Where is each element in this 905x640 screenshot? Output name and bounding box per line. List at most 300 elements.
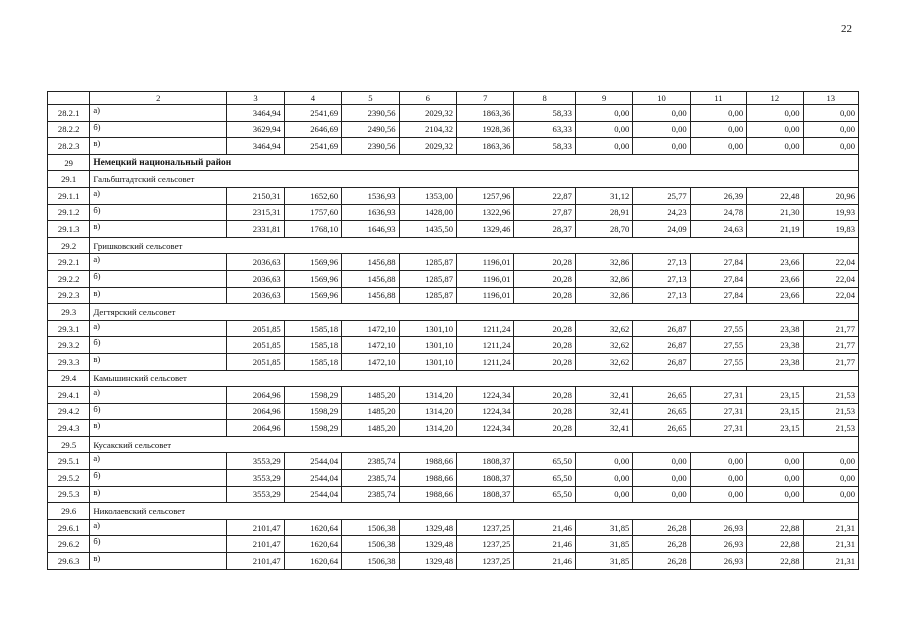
value-cell: 65,50 bbox=[514, 486, 575, 503]
value-cell: 0,00 bbox=[747, 105, 803, 122]
subsection-row bbox=[48, 503, 859, 520]
value-cell: 27,13 bbox=[633, 254, 690, 271]
value-cell: 1456,88 bbox=[342, 254, 399, 271]
value-cell: 20,28 bbox=[514, 387, 575, 404]
value-cell: 1652,60 bbox=[284, 187, 341, 204]
subsection-title: Камышинский сельсовет bbox=[90, 370, 859, 387]
table-row bbox=[48, 553, 859, 570]
value-cell: 21,19 bbox=[747, 221, 803, 238]
value-cell: 1598,29 bbox=[284, 420, 341, 437]
row-code: 29.6.2 bbox=[48, 536, 90, 553]
value-cell: 21,53 bbox=[803, 387, 858, 404]
value-cell: 2036,63 bbox=[227, 270, 284, 287]
value-cell: 0,00 bbox=[747, 470, 803, 487]
value-cell: 1301,10 bbox=[399, 320, 456, 337]
value-cell: 28,37 bbox=[514, 221, 575, 238]
value-cell: 2029,32 bbox=[399, 138, 456, 155]
value-cell: 2646,69 bbox=[284, 121, 341, 138]
value-cell: 1757,60 bbox=[284, 204, 341, 221]
row-variant-label: в) bbox=[90, 138, 227, 155]
value-cell: 19,83 bbox=[803, 221, 858, 238]
value-cell: 1329,46 bbox=[457, 221, 514, 238]
value-cell: 31,85 bbox=[575, 519, 632, 536]
subsection-row bbox=[48, 171, 859, 188]
value-cell: 1646,93 bbox=[342, 221, 399, 238]
value-cell: 28,70 bbox=[575, 221, 632, 238]
value-cell: 21,77 bbox=[803, 353, 858, 370]
row-variant-label: в) bbox=[90, 353, 227, 370]
table-row bbox=[48, 403, 859, 420]
value-cell: 1598,29 bbox=[284, 387, 341, 404]
table-row bbox=[48, 387, 859, 404]
value-cell: 1301,10 bbox=[399, 337, 456, 354]
value-cell: 1329,48 bbox=[399, 553, 456, 570]
column-number: 13 bbox=[803, 92, 858, 105]
value-cell: 20,28 bbox=[514, 337, 575, 354]
value-cell: 26,87 bbox=[633, 353, 690, 370]
value-cell: 22,88 bbox=[747, 536, 803, 553]
value-cell: 0,00 bbox=[633, 453, 690, 470]
value-cell: 0,00 bbox=[690, 453, 746, 470]
value-cell: 1569,96 bbox=[284, 270, 341, 287]
value-cell: 3553,29 bbox=[227, 470, 284, 487]
subsection-title: Гальбштадтский сельсовет bbox=[90, 171, 859, 188]
value-cell: 1485,20 bbox=[342, 420, 399, 437]
row-variant-label: а) bbox=[90, 254, 227, 271]
row-variant-label: в) bbox=[90, 420, 227, 437]
value-cell: 21,30 bbox=[747, 204, 803, 221]
value-cell: 1536,93 bbox=[342, 187, 399, 204]
value-cell: 0,00 bbox=[633, 105, 690, 122]
row-code: 29.2.2 bbox=[48, 270, 90, 287]
value-cell: 2051,85 bbox=[227, 320, 284, 337]
value-cell: 26,65 bbox=[633, 387, 690, 404]
value-cell: 2385,74 bbox=[342, 486, 399, 503]
value-cell: 1456,88 bbox=[342, 287, 399, 304]
value-cell: 22,88 bbox=[747, 519, 803, 536]
table-row bbox=[48, 121, 859, 138]
value-cell: 1428,00 bbox=[399, 204, 456, 221]
subsection-row bbox=[48, 237, 859, 254]
row-code: 29.5 bbox=[48, 436, 90, 453]
value-cell: 1196,01 bbox=[457, 287, 514, 304]
value-cell: 1285,87 bbox=[399, 270, 456, 287]
value-cell: 1569,96 bbox=[284, 287, 341, 304]
value-cell: 20,28 bbox=[514, 320, 575, 337]
value-cell: 27,84 bbox=[690, 287, 746, 304]
value-cell: 2029,32 bbox=[399, 105, 456, 122]
value-cell: 1863,36 bbox=[457, 105, 514, 122]
row-code: 29.1.2 bbox=[48, 204, 90, 221]
value-cell: 1435,50 bbox=[399, 221, 456, 238]
row-variant-label: б) bbox=[90, 470, 227, 487]
value-cell: 2385,74 bbox=[342, 453, 399, 470]
row-variant-label: б) bbox=[90, 403, 227, 420]
row-code: 29.4 bbox=[48, 370, 90, 387]
value-cell: 0,00 bbox=[803, 453, 858, 470]
value-cell: 2051,85 bbox=[227, 337, 284, 354]
value-cell: 2544,04 bbox=[284, 470, 341, 487]
value-cell: 0,00 bbox=[575, 453, 632, 470]
table-row bbox=[48, 221, 859, 238]
value-cell: 0,00 bbox=[803, 138, 858, 155]
value-cell: 22,48 bbox=[747, 187, 803, 204]
value-cell: 27,31 bbox=[690, 420, 746, 437]
value-cell: 1237,25 bbox=[457, 536, 514, 553]
subsection-title: Дегтярский сельсовет bbox=[90, 304, 859, 321]
table-row bbox=[48, 270, 859, 287]
row-variant-label: б) bbox=[90, 204, 227, 221]
value-cell: 0,00 bbox=[575, 121, 632, 138]
value-cell: 25,77 bbox=[633, 187, 690, 204]
subsection-title: Гришковский сельсовет bbox=[90, 237, 859, 254]
column-number: 10 bbox=[633, 92, 690, 105]
value-cell: 21,53 bbox=[803, 420, 858, 437]
table-row bbox=[48, 287, 859, 304]
row-variant-label: б) bbox=[90, 270, 227, 287]
row-code: 29.2 bbox=[48, 237, 90, 254]
value-cell: 0,00 bbox=[633, 138, 690, 155]
value-cell: 20,28 bbox=[514, 254, 575, 271]
value-cell: 27,84 bbox=[690, 270, 746, 287]
value-cell: 0,00 bbox=[575, 138, 632, 155]
value-cell: 26,28 bbox=[633, 536, 690, 553]
value-cell: 2150,31 bbox=[227, 187, 284, 204]
value-cell: 2490,56 bbox=[342, 121, 399, 138]
value-cell: 21,77 bbox=[803, 320, 858, 337]
column-number: 5 bbox=[342, 92, 399, 105]
value-cell: 19,93 bbox=[803, 204, 858, 221]
value-cell: 65,50 bbox=[514, 470, 575, 487]
value-cell: 21,31 bbox=[803, 536, 858, 553]
row-code: 29 bbox=[48, 154, 90, 171]
value-cell: 1211,24 bbox=[457, 337, 514, 354]
value-cell: 21,46 bbox=[514, 553, 575, 570]
value-cell: 3553,29 bbox=[227, 486, 284, 503]
value-cell: 0,00 bbox=[803, 121, 858, 138]
row-code: 29.5.3 bbox=[48, 486, 90, 503]
table-row bbox=[48, 337, 859, 354]
value-cell: 23,15 bbox=[747, 403, 803, 420]
value-cell: 1569,96 bbox=[284, 254, 341, 271]
value-cell: 2064,96 bbox=[227, 420, 284, 437]
value-cell: 22,04 bbox=[803, 287, 858, 304]
value-cell: 1285,87 bbox=[399, 254, 456, 271]
row-variant-label: в) bbox=[90, 486, 227, 503]
value-cell: 22,04 bbox=[803, 270, 858, 287]
value-cell: 1472,10 bbox=[342, 353, 399, 370]
value-cell: 1314,20 bbox=[399, 403, 456, 420]
column-number: 4 bbox=[284, 92, 341, 105]
row-variant-label: а) bbox=[90, 519, 227, 536]
value-cell: 27,31 bbox=[690, 387, 746, 404]
table-row bbox=[48, 519, 859, 536]
value-cell: 27,55 bbox=[690, 320, 746, 337]
value-cell: 31,12 bbox=[575, 187, 632, 204]
table-row bbox=[48, 254, 859, 271]
table-row bbox=[48, 536, 859, 553]
value-cell: 2101,47 bbox=[227, 519, 284, 536]
value-cell: 1224,34 bbox=[457, 387, 514, 404]
value-cell: 27,87 bbox=[514, 204, 575, 221]
value-cell: 24,63 bbox=[690, 221, 746, 238]
value-cell: 1224,34 bbox=[457, 403, 514, 420]
value-cell: 2390,56 bbox=[342, 138, 399, 155]
value-cell: 1196,01 bbox=[457, 270, 514, 287]
value-cell: 58,33 bbox=[514, 138, 575, 155]
value-cell: 1585,18 bbox=[284, 353, 341, 370]
value-cell: 2385,74 bbox=[342, 470, 399, 487]
value-cell: 32,41 bbox=[575, 403, 632, 420]
table-row bbox=[48, 420, 859, 437]
value-cell: 23,66 bbox=[747, 254, 803, 271]
value-cell: 31,85 bbox=[575, 536, 632, 553]
value-cell: 1506,38 bbox=[342, 553, 399, 570]
value-cell: 2544,04 bbox=[284, 486, 341, 503]
value-cell: 22,88 bbox=[747, 553, 803, 570]
column-number: 11 bbox=[690, 92, 746, 105]
value-cell: 2064,96 bbox=[227, 387, 284, 404]
value-cell: 1585,18 bbox=[284, 337, 341, 354]
table-row bbox=[48, 353, 859, 370]
value-cell: 1196,01 bbox=[457, 254, 514, 271]
value-cell: 23,38 bbox=[747, 337, 803, 354]
value-cell: 3553,29 bbox=[227, 453, 284, 470]
row-code: 29.6 bbox=[48, 503, 90, 520]
value-cell: 20,28 bbox=[514, 270, 575, 287]
table-row bbox=[48, 105, 859, 122]
value-cell: 0,00 bbox=[690, 121, 746, 138]
value-cell: 0,00 bbox=[803, 470, 858, 487]
value-cell: 32,41 bbox=[575, 420, 632, 437]
value-cell: 2051,85 bbox=[227, 353, 284, 370]
row-variant-label: в) bbox=[90, 287, 227, 304]
value-cell: 2544,04 bbox=[284, 453, 341, 470]
value-cell: 2036,63 bbox=[227, 287, 284, 304]
value-cell: 1329,48 bbox=[399, 536, 456, 553]
value-cell: 21,46 bbox=[514, 519, 575, 536]
value-cell: 3629,94 bbox=[227, 121, 284, 138]
value-cell: 26,65 bbox=[633, 420, 690, 437]
row-code: 29.4.3 bbox=[48, 420, 90, 437]
value-cell: 28,91 bbox=[575, 204, 632, 221]
value-cell: 1211,24 bbox=[457, 353, 514, 370]
subsection-title: Николаевский сельсовет bbox=[90, 503, 859, 520]
value-cell: 2331,81 bbox=[227, 221, 284, 238]
row-variant-label: а) bbox=[90, 387, 227, 404]
row-variant-label: а) bbox=[90, 320, 227, 337]
value-cell: 1636,93 bbox=[342, 204, 399, 221]
value-cell: 20,28 bbox=[514, 403, 575, 420]
value-cell: 65,50 bbox=[514, 453, 575, 470]
value-cell: 32,86 bbox=[575, 287, 632, 304]
value-cell: 1237,25 bbox=[457, 519, 514, 536]
value-cell: 27,13 bbox=[633, 287, 690, 304]
value-cell: 23,15 bbox=[747, 420, 803, 437]
row-code: 29.3 bbox=[48, 304, 90, 321]
value-cell: 1988,66 bbox=[399, 470, 456, 487]
value-cell: 32,41 bbox=[575, 387, 632, 404]
row-code: 29.2.1 bbox=[48, 254, 90, 271]
value-cell: 0,00 bbox=[690, 486, 746, 503]
value-cell: 27,84 bbox=[690, 254, 746, 271]
row-code: 29.5.1 bbox=[48, 453, 90, 470]
subsection-row bbox=[48, 370, 859, 387]
column-number: 3 bbox=[227, 92, 284, 105]
value-cell: 32,62 bbox=[575, 320, 632, 337]
subsection-row bbox=[48, 436, 859, 453]
value-cell: 2101,47 bbox=[227, 536, 284, 553]
value-cell: 21,31 bbox=[803, 553, 858, 570]
table-row bbox=[48, 204, 859, 221]
column-number-row bbox=[48, 92, 859, 105]
row-variant-label: а) bbox=[90, 187, 227, 204]
value-cell: 26,39 bbox=[690, 187, 746, 204]
row-code: 29.5.2 bbox=[48, 470, 90, 487]
row-code: 29.1.1 bbox=[48, 187, 90, 204]
value-cell: 0,00 bbox=[747, 121, 803, 138]
value-cell: 1257,96 bbox=[457, 187, 514, 204]
value-cell: 1620,64 bbox=[284, 536, 341, 553]
value-cell: 0,00 bbox=[690, 138, 746, 155]
value-cell: 23,38 bbox=[747, 320, 803, 337]
value-cell: 24,23 bbox=[633, 204, 690, 221]
column-number: 8 bbox=[514, 92, 575, 105]
table-row bbox=[48, 320, 859, 337]
value-cell: 1472,10 bbox=[342, 337, 399, 354]
row-variant-label: а) bbox=[90, 453, 227, 470]
row-code: 29.4.2 bbox=[48, 403, 90, 420]
value-cell: 32,62 bbox=[575, 337, 632, 354]
value-cell: 1928,36 bbox=[457, 121, 514, 138]
value-cell: 23,15 bbox=[747, 387, 803, 404]
row-code: 29.1.3 bbox=[48, 221, 90, 238]
value-cell: 20,28 bbox=[514, 353, 575, 370]
column-number: 6 bbox=[399, 92, 456, 105]
row-code: 28.2.2 bbox=[48, 121, 90, 138]
value-cell: 0,00 bbox=[633, 486, 690, 503]
value-cell: 1506,38 bbox=[342, 536, 399, 553]
value-cell: 1314,20 bbox=[399, 387, 456, 404]
value-cell: 0,00 bbox=[690, 470, 746, 487]
value-cell: 24,78 bbox=[690, 204, 746, 221]
value-cell: 31,85 bbox=[575, 553, 632, 570]
value-cell: 1456,88 bbox=[342, 270, 399, 287]
value-cell: 20,28 bbox=[514, 287, 575, 304]
value-cell: 1585,18 bbox=[284, 320, 341, 337]
value-cell: 26,28 bbox=[633, 519, 690, 536]
value-cell: 1808,37 bbox=[457, 470, 514, 487]
value-cell: 0,00 bbox=[747, 453, 803, 470]
table-row bbox=[48, 187, 859, 204]
table-body bbox=[48, 92, 859, 570]
value-cell: 2541,69 bbox=[284, 138, 341, 155]
value-cell: 21,77 bbox=[803, 337, 858, 354]
section-title: Немецкий национальный район bbox=[90, 154, 859, 171]
value-cell: 63,33 bbox=[514, 121, 575, 138]
value-cell: 1808,37 bbox=[457, 486, 514, 503]
value-cell: 26,65 bbox=[633, 403, 690, 420]
value-cell: 21,31 bbox=[803, 519, 858, 536]
page-number: 22 bbox=[841, 23, 852, 35]
value-cell: 27,13 bbox=[633, 270, 690, 287]
row-code: 29.2.3 bbox=[48, 287, 90, 304]
row-variant-label: в) bbox=[90, 553, 227, 570]
value-cell: 21,53 bbox=[803, 403, 858, 420]
row-code: 29.1 bbox=[48, 171, 90, 188]
value-cell: 22,87 bbox=[514, 187, 575, 204]
value-cell: 1808,37 bbox=[457, 453, 514, 470]
value-cell: 1485,20 bbox=[342, 387, 399, 404]
table-row bbox=[48, 453, 859, 470]
row-variant-label: б) bbox=[90, 121, 227, 138]
value-cell: 24,09 bbox=[633, 221, 690, 238]
row-code: 29.4.1 bbox=[48, 387, 90, 404]
value-cell: 1988,66 bbox=[399, 486, 456, 503]
table-row bbox=[48, 486, 859, 503]
subsection-row bbox=[48, 304, 859, 321]
value-cell: 1285,87 bbox=[399, 287, 456, 304]
value-cell: 26,28 bbox=[633, 553, 690, 570]
value-cell: 1224,34 bbox=[457, 420, 514, 437]
row-code: 29.3.3 bbox=[48, 353, 90, 370]
value-cell: 1620,64 bbox=[284, 519, 341, 536]
value-cell: 58,33 bbox=[514, 105, 575, 122]
column-number: 7 bbox=[457, 92, 514, 105]
value-cell: 27,55 bbox=[690, 353, 746, 370]
value-cell: 1620,64 bbox=[284, 553, 341, 570]
value-cell: 20,28 bbox=[514, 420, 575, 437]
subsection-title: Кусакский сельсовет bbox=[90, 436, 859, 453]
value-cell: 20,96 bbox=[803, 187, 858, 204]
value-cell: 27,31 bbox=[690, 403, 746, 420]
row-code: 29.3.2 bbox=[48, 337, 90, 354]
value-cell: 0,00 bbox=[747, 486, 803, 503]
value-cell: 1485,20 bbox=[342, 403, 399, 420]
value-cell: 1768,10 bbox=[284, 221, 341, 238]
value-cell: 32,86 bbox=[575, 270, 632, 287]
row-variant-label: а) bbox=[90, 105, 227, 122]
value-cell: 32,86 bbox=[575, 254, 632, 271]
value-cell: 0,00 bbox=[633, 121, 690, 138]
value-cell: 2541,69 bbox=[284, 105, 341, 122]
row-code: 28.2.3 bbox=[48, 138, 90, 155]
row-code: 29.3.1 bbox=[48, 320, 90, 337]
value-cell: 23,38 bbox=[747, 353, 803, 370]
value-cell: 26,93 bbox=[690, 553, 746, 570]
value-cell: 0,00 bbox=[633, 470, 690, 487]
value-cell: 2101,47 bbox=[227, 553, 284, 570]
value-cell: 2104,32 bbox=[399, 121, 456, 138]
value-cell: 32,62 bbox=[575, 353, 632, 370]
value-cell: 1329,48 bbox=[399, 519, 456, 536]
value-cell: 21,46 bbox=[514, 536, 575, 553]
value-cell: 23,66 bbox=[747, 287, 803, 304]
row-variant-label: б) bbox=[90, 536, 227, 553]
value-cell: 2064,96 bbox=[227, 403, 284, 420]
value-cell: 23,66 bbox=[747, 270, 803, 287]
value-cell: 2390,56 bbox=[342, 105, 399, 122]
value-cell: 3464,94 bbox=[227, 138, 284, 155]
value-cell: 0,00 bbox=[575, 470, 632, 487]
value-cell: 3464,94 bbox=[227, 105, 284, 122]
value-cell: 1211,24 bbox=[457, 320, 514, 337]
tariff-table bbox=[47, 91, 859, 570]
row-code: 29.6.3 bbox=[48, 553, 90, 570]
value-cell: 26,93 bbox=[690, 519, 746, 536]
value-cell: 26,93 bbox=[690, 536, 746, 553]
section-row bbox=[48, 154, 859, 171]
